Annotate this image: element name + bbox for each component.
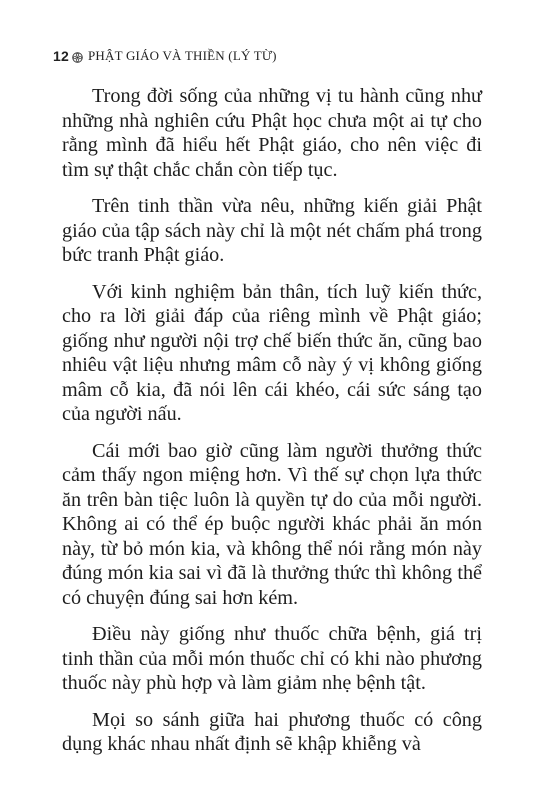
- paragraph: Mọi so sánh giữa hai phương thuốc có công dụng khác nhau nhất định sẽ khập khiễng và: [62, 708, 482, 755]
- paragraph: Với kinh nghiệm bản thân, tích luỹ kiến thức, cho ra lời giải đáp của riêng mình về Phật giáo; giống như người nội trợ chế biến thức ăn, cũng bao nhiêu vật liệu nhưng mâm cỗ này ý vị không giống mâm cỗ kia, đã nói lên cái khéo, cái sức sáng tạo của người nấu.: [62, 280, 482, 425]
- paragraph: Trên tinh thần vừa nêu, những kiến giải Phật giáo của tập sách này chỉ là một nét chấm phá trong bức tranh Phật giáo.: [62, 195, 482, 266]
- page-number: 12: [53, 48, 69, 64]
- running-header-title: PHẬT GIÁO VÀ THIỀN (LÝ TỪ): [87, 48, 277, 63]
- paragraph: Cái mới bao giờ cũng làm người thưởng thức cảm thấy ngon miệng hơn. Vì thế sự chọn lựa thức ăn trên bàn tiệc luôn là quyền tự do của mỗi người. Không ai có thể ép buộc người khác phải ăn món này, từ bỏ món kia, và không thể nói rằng món này đúng món kia sai vì đã là thưởng thức thì không thể có chuyện đúng sai hơn kém.: [62, 439, 482, 609]
- paragraph: Điều này giống như thuốc chữa bệnh, giá trị tinh thần của mỗi món thuốc chỉ có khi nào phương thuốc này phù hợp và làm giảm nhẹ bệnh tật.: [62, 623, 482, 694]
- running-header: [53, 48, 277, 64]
- paragraph: Trong đời sống của những vị tu hành cũng như những nhà nghiên cứu Phật học chưa một ai tự cho rằng mình đã hiểu hết Phật giáo, cho nên việc đi tìm sự thật chắc chắn còn tiếp tục.: [62, 85, 482, 181]
- body-text: [62, 84, 482, 769]
- flower-ornament-icon: [72, 51, 83, 62]
